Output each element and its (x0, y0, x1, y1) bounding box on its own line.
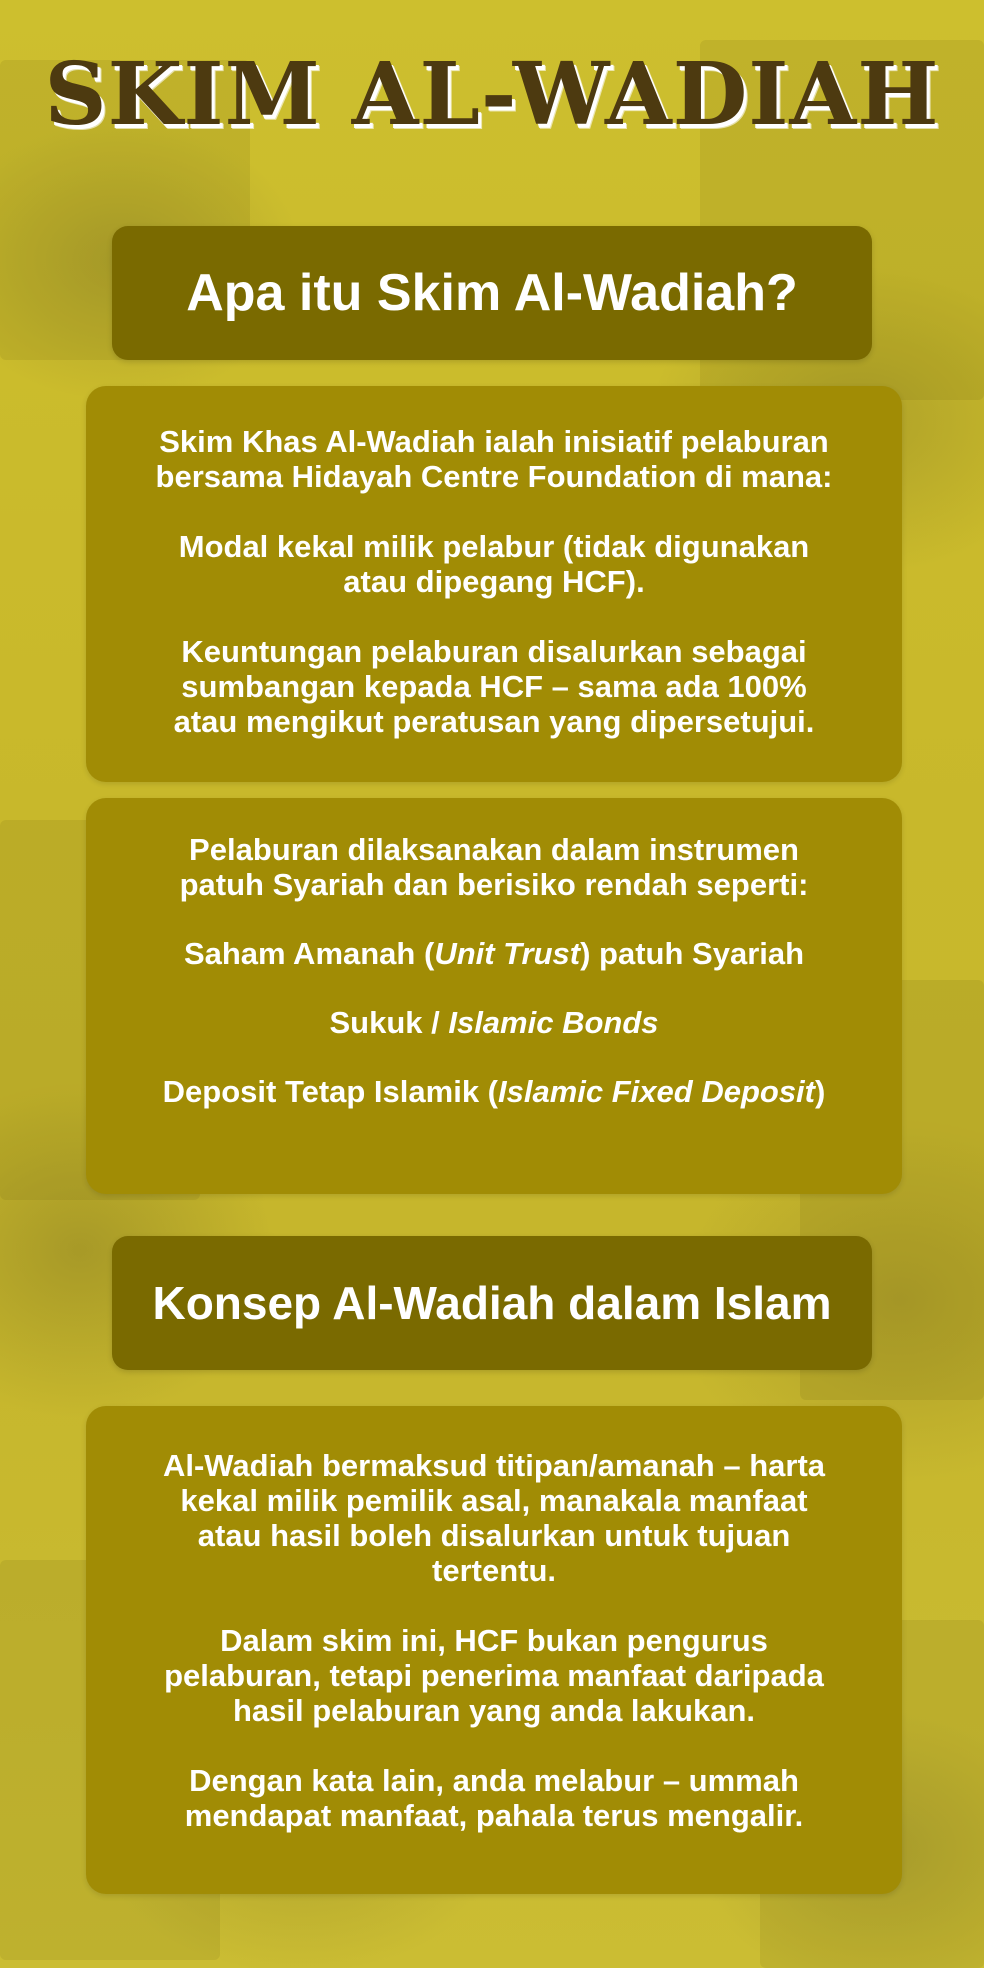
instrument-unit-trust: Saham Amanah (Unit Trust) patuh Syariah (183, 936, 805, 971)
paragraph-capital: Modal kekal milik pelabur (tidak digunakan atau dipegang HCF). (178, 529, 810, 599)
paragraph-definition: Al-Wadiah bermaksud titipan/amanah – harta kekal milik pemilik asal, manakala manfaat atau hasil boleh disalurkan untuk tujuan tertentu. (162, 1448, 826, 1588)
page-title: SKIM AL-WADIAH (44, 44, 940, 145)
instrument-sukuk: Sukuk / Islamic Bonds (329, 1005, 659, 1040)
concept-box (86, 1406, 902, 1894)
paragraph-summary: Dengan kata lain, anda melabur – ummah mendapat manfaat, pahala terus mengalir. (184, 1763, 804, 1833)
paragraph-hcf-role: Dalam skim ini, HCF bukan pengurus pelaburan, tetapi penerima manfaat daripada hasil pelaburan yang anda lakukan. (164, 1623, 824, 1728)
description-box (86, 386, 902, 782)
instruments-intro: Pelaburan dilaksanakan dalam instrumen patuh Syariah dan berisiko rendah seperti: (179, 832, 809, 902)
instrument-fixed-deposit: Deposit Tetap Islamik (Islamic Fixed Deposit) (162, 1074, 826, 1109)
paragraph-profit: Keuntungan pelaburan disalurkan sebagai sumbangan kepada HCF – sama ada 100% atau mengikut peratusan yang dipersetujui. (173, 634, 815, 739)
section-heading-what-is: Apa itu Skim Al-Wadiah? (112, 226, 872, 360)
paragraph-intro: Skim Khas Al-Wadiah ialah inisiatif pelaburan bersama Hidayah Centre Foundation di mana: (155, 424, 833, 494)
section-heading-concept: Konsep Al-Wadiah dalam Islam (112, 1236, 872, 1370)
instruments-box (86, 798, 902, 1194)
